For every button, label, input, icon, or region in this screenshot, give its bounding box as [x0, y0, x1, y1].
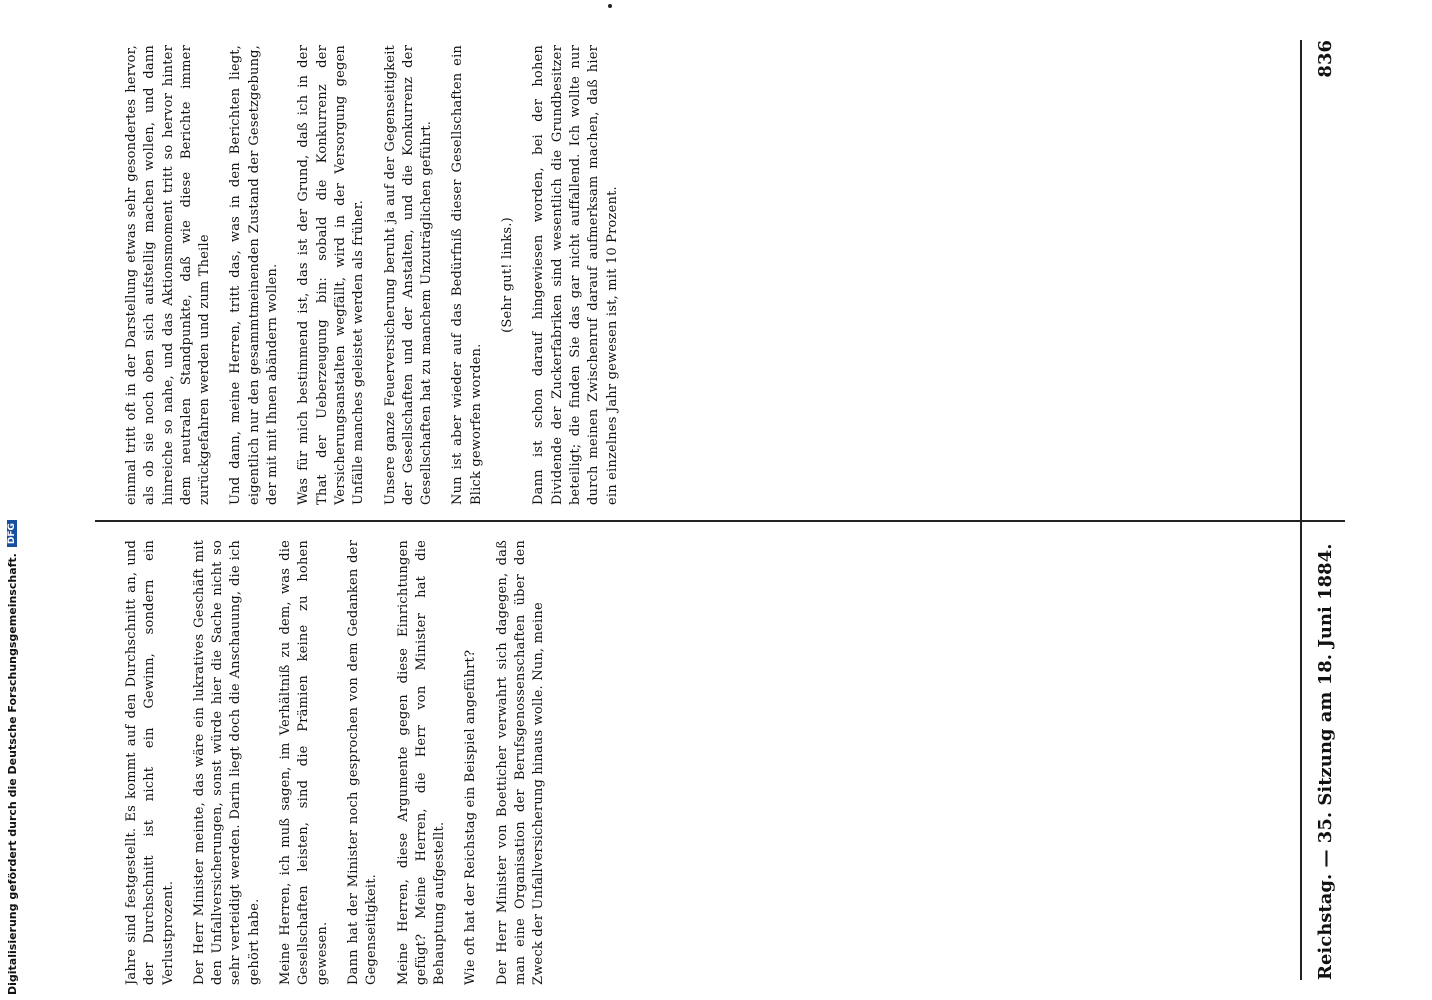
paragraph: Unsere ganze Feuerversicherung beruht ja auf der Gegenseitigkeit der Gesellschaften und der Anstalten, und die Konkurrenz der Gesellschaften hat zu manchem Unzuträglichen geführt. [382, 45, 435, 505]
dfg-logo: DFG [7, 520, 17, 547]
page-title: Reichstag. — 35. Sitzung am 18. Juni 1884. [1314, 543, 1336, 980]
header-rule [1300, 40, 1302, 980]
digitization-credit [4, 523, 20, 995]
left-column [110, 45, 1290, 505]
paragraph: Der Herr Minister von Boetticher verwahrt sich dagegen, daß man eine Organisation der Berufsgenossenschaften über den Zweck der Unfallversicherung hinaus wolle. Nun, meine [494, 540, 547, 985]
paragraph: Meine Herren, ich muß sagen, im Verhältniß zu dem, was die Gesellschaften leisten, sind die Prämien keine zu hohen gewesen. [278, 540, 330, 985]
credit-text: Digitalisierung gefördert durch die Deutsche Forschungsgemeinschaft. [5, 553, 19, 995]
page-number: 836 [1314, 40, 1336, 78]
paragraph: Dann ist schon darauf hingewiesen worden, bei der hohen Dividende der Zuckerfabriken sind wesentlich die Grundbesitzer beteiligt; die finden Sie das gar nicht auffallend. Ich wollte nur durch meinen Zwischenruf darauf aufmerksam machen, daß hier ein einzelnes Jahr gewesen ist, mit 10 Prozent. [531, 45, 620, 505]
left-column-wrap [110, 45, 1290, 505]
paragraph: Und dann, meine Herren, tritt das, was in den Berichten liegt, eigentlich nur den gesammtmeinenden Zustand der Gesetzgebung, der mit mit Ihnen abändern wollen. [228, 45, 281, 505]
scan-speck [608, 4, 612, 8]
column-divider [95, 520, 1345, 522]
applause-note: (Sehr gut! links.) [500, 217, 516, 333]
right-column [110, 540, 1290, 985]
paragraph: Was für mich bestimmend ist, das ist der Grund, daß ich in der That der Ueberzeugung bin: sobald die Konkurrenz der Versicherungsanstalten wegfällt, wird in der Versorgung gegen Unfälle manches geleistet werden als früher. [296, 45, 367, 505]
paragraph: Nun ist aber wieder auf das Bedürfniß dieser Gesellschaften ein Blick geworfen worden. [450, 45, 484, 505]
paragraph: Meine Herren, diese Argumente gegen diese Einrichtungen gefügt? Meine Herren, die Herr von Minister hat die Behauptung aufgestellt. [395, 540, 448, 985]
paragraph: Wie oft hat der Reichstag ein Beispiel angeführt? [463, 649, 479, 985]
right-column-wrap [110, 540, 1290, 985]
page-header [1305, 40, 1345, 980]
paragraph: einmal tritt oft in der Darstellung etwas sehr gesondertes hervor, als ob sie noch oben sich aufstellig machen wollen, und dann hinreiche so nahe, und das Aktionsmoment tritt so hervor hinter dem neutralen Standpunkte, daß wie diese Berichte immer zurückgefahren werden und zum Theile [124, 45, 213, 505]
paragraph: Jahre sind festgestellt. Es kommt auf den Durchschnitt an, und der Durchschnitt ist nicht ein Gewinn, sondern ein Verlustprozent. [124, 540, 176, 985]
paragraph: Dann hat der Minister noch gesprochen von dem Gedanken der Gegenseitigkeit. [345, 540, 380, 985]
paragraph: Der Herr Minister meinte, das wäre ein lukratives Geschäft mit den Unfallversicherungen, sonst würde hier die Sache nicht so sehr verteidigt werden. Darin liegt doch die Anschauung, die ich gehört habe. [191, 540, 262, 985]
